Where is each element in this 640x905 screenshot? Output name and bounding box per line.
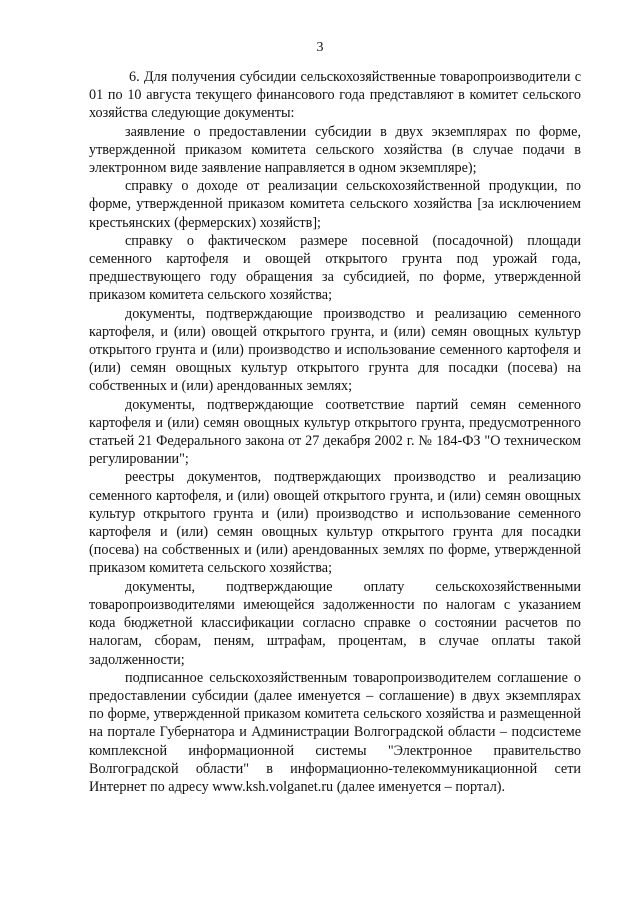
paragraph-income-certificate: справку о доходе от реализации сельскохозяйственной продукции, по форме, утвержденной приказом комитета сельского хозяйства [за исключением крестьянских (фермерских) хозяйств]; [89, 178, 581, 231]
paragraph-application: заявление о предоставлении субсидии в двух экземплярах по форме, утвержденной приказом комитета сельского хозяйства (в случае подачи в электронном виде заявление направляется в одном экземпляре); [89, 123, 581, 177]
paragraph-production-documents: документы, подтверждающие производство и реализацию семенного картофеля, и (или) овощей открытого грунта, и (или) семян овощных культур открытого грунта и (или) производство и использование семенного картофеля и (или) семян овощных культур открытого грунта для посадки (посева) на собственных и (или) арендованных землях; [89, 305, 581, 395]
paragraph-document-registers: реестры документов, подтверждающих производство и реализацию семенного картофеля, и (или) овощей открытого грунта, и (или) семян овощных культур открытого грунта и (или) производство и использование семенного картофеля и (или) семян овощных культур открытого грунта для посадки (посева) на собственных и (или) арендованных землях по форме, утвержденной приказом комитета сельского хозяйства; [89, 469, 581, 577]
document-body [89, 68, 581, 796]
page-number: 3 [316, 40, 324, 55]
paragraph-compliance-documents: документы, подтверждающие соответствие партий семян семенного картофеля и (или) семян овощных культур открытого грунта, предусмотренного статьей 21 Федерального закона от 27 декабря 2002 г. № 184-ФЗ "О техническом регулировании"; [89, 396, 581, 468]
paragraph-tax-payment-documents: документы, подтверждающие оплату сельскохозяйственными товаропроизводителями имеющейся задолженности по налогам с указанием кода бюджетной классификации согласно справке о состоянии расчетов по налогам, сборам, пеням, штрафам, процентам, в случае оплаты такой задолженности; [89, 578, 581, 668]
paragraph-documents-intro: 6. Для получения субсидии сельскохозяйственные товаропроизводители с 01 по 10 августа текущего финансового года представляют в комитет сельского хозяйства следующие документы: [89, 69, 581, 122]
paragraph-signed-agreement: подписанное сельскохозяйственным товаропроизводителем соглашение о предоставлении субсидии (далее именуется – соглашение) в двух экземплярах по форме, утвержденной приказом комитета сельского хозяйства и размещенной на портале Губернатора и Администрации Волгоградской области – подсистеме комплексной информационной системы "Электронное правительство Волгоградской области" в информационно-телекоммуникационной сети Интернет по адресу www.ksh.volganet.ru (далее именуется – портал). [89, 669, 581, 795]
paragraph-area-certificate: справку о фактическом размере посевной (посадочной) площади семенного картофеля и овощей открытого грунта под урожай года, предшествующего году обращения за субсидией, по форме, утвержденной приказом комитета сельского хозяйства; [89, 232, 581, 304]
